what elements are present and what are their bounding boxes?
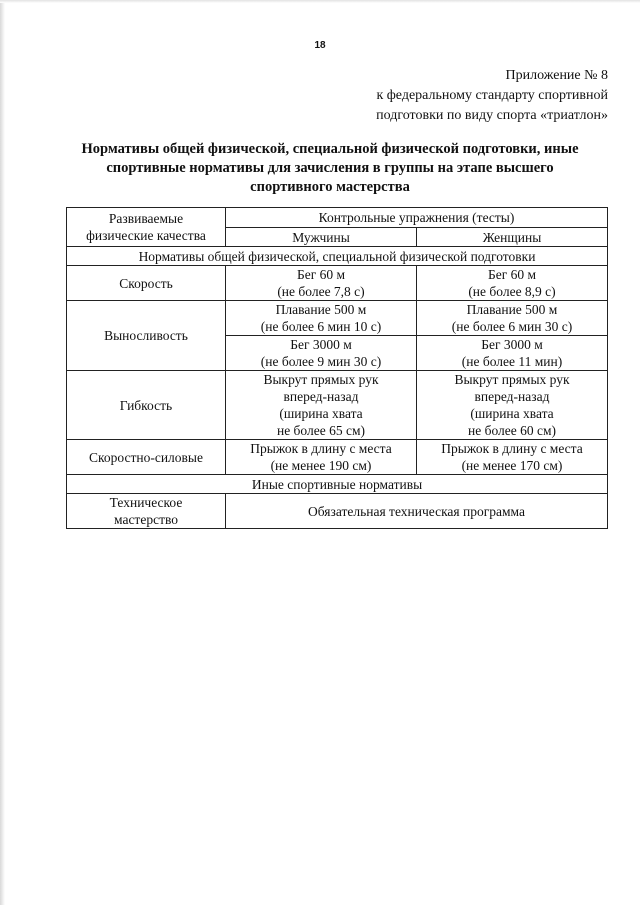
title-line-2: спортивные нормативы для зачисления в группы на этапе высшего [106, 160, 554, 176]
flexibility-quality-cell [67, 371, 226, 440]
flexibility-men-line-3: (ширина хвата [279, 406, 363, 421]
document-title [60, 140, 600, 197]
appendix-line-1: Приложение № 8 [505, 68, 608, 83]
header-women-label: Женщины [482, 229, 542, 245]
speed-women-cell [417, 266, 608, 301]
flexibility-women-line-3: (ширина хвата [470, 406, 554, 421]
flexibility-women-line-1: Выкрут прямых рук [454, 372, 570, 387]
endurance-quality-cell [67, 301, 226, 371]
appendix-reference [288, 66, 608, 126]
speed-men-line-2: (не более 7,8 с) [277, 284, 365, 299]
section-general-cell [67, 247, 608, 266]
section-row-general [67, 247, 608, 266]
flexibility-women-line-4: не более 60 см) [467, 423, 557, 438]
header-men-cell [226, 228, 417, 247]
table-row-endurance-swim [67, 301, 608, 336]
endurance-quality-label: Выносливость [104, 328, 188, 343]
header-tests-cell [226, 208, 608, 228]
title-line-1: Нормативы общей физической, специальной физической подготовки, иные [81, 141, 579, 157]
power-men-line-1: Прыжок в длину с места [250, 441, 392, 456]
header-qualities-cell [67, 208, 226, 247]
speed-men-cell [226, 266, 417, 301]
power-women-cell [417, 440, 608, 475]
speed-women-line-2: (не более 8,9 с) [468, 284, 556, 299]
section-general-label: Нормативы общей физической, специальной физической подготовки [138, 248, 536, 264]
swim-men-line-2: (не более 6 мин 10 с) [260, 319, 382, 334]
header-women-cell [417, 228, 608, 247]
speed-quality-cell [67, 266, 226, 301]
section-other-cell [67, 475, 608, 494]
run-men-cell [226, 336, 417, 371]
header-qualities-line-2: физические качества [86, 228, 206, 243]
power-women-line-2: (не менее 170 см) [461, 458, 563, 473]
flexibility-men-cell [226, 371, 417, 440]
table-row-flexibility [67, 371, 608, 440]
run-women-line-2: (не более 11 мин) [461, 354, 563, 369]
page-number: 18 [314, 40, 326, 51]
header-men-label: Мужчины [292, 229, 350, 245]
flexibility-women-cell [417, 371, 608, 440]
power-women-line-1: Прыжок в длину с места [441, 441, 583, 456]
table-row-power [67, 440, 608, 475]
technical-quality-cell [67, 494, 226, 529]
power-quality-label: Скоростно-силовые [89, 449, 203, 465]
table-header-row [67, 208, 608, 228]
run-men-line-1: Бег 3000 м [290, 337, 352, 352]
speed-men-line-1: Бег 60 м [296, 267, 346, 282]
flexibility-men-line-4: не более 65 см) [276, 423, 366, 438]
appendix-line-2: к федеральному стандарту спортивной [376, 88, 608, 103]
technical-program-cell [226, 494, 608, 529]
norms-table [66, 207, 608, 529]
swim-men-cell [226, 301, 417, 336]
section-row-other [67, 475, 608, 494]
power-men-cell [226, 440, 417, 475]
run-women-cell [417, 336, 608, 371]
speed-quality-label: Скорость [119, 275, 173, 291]
run-men-line-2: (не более 9 мин 30 с) [260, 354, 382, 369]
flexibility-men-line-1: Выкрут прямых рук [263, 372, 379, 387]
scan-edge-top [0, 0, 640, 3]
appendix-line-3: подготовки по виду спорта «триатлон» [376, 108, 608, 123]
swim-women-line-2: (не более 6 мин 30 с) [451, 319, 573, 334]
swim-women-cell [417, 301, 608, 336]
table-row-technical [67, 494, 608, 529]
power-quality-cell [67, 440, 226, 475]
flexibility-men-line-2: вперед-назад [283, 389, 359, 404]
header-qualities-line-1: Развиваемые [108, 211, 184, 226]
section-other-label: Иные спортивные нормативы [251, 476, 423, 492]
speed-women-line-1: Бег 60 м [487, 267, 537, 282]
swim-men-line-1: Плавание 500 м [275, 302, 367, 317]
power-men-line-2: (не менее 190 см) [270, 458, 372, 473]
flexibility-quality-label: Гибкость [119, 397, 173, 413]
flexibility-women-line-2: вперед-назад [474, 389, 550, 404]
header-tests-label: Контрольные упражнения (тесты) [318, 210, 515, 225]
swim-women-line-1: Плавание 500 м [466, 302, 558, 317]
scan-edge-left [0, 0, 5, 905]
table-row-speed [67, 266, 608, 301]
technical-program-label: Обязательная техническая программа [308, 503, 525, 519]
title-line-3: спортивного мастерства [250, 179, 410, 195]
technical-quality-line-1: Техническое [109, 495, 183, 510]
run-women-line-1: Бег 3000 м [481, 337, 543, 352]
technical-quality-line-2: мастерство [114, 512, 178, 527]
